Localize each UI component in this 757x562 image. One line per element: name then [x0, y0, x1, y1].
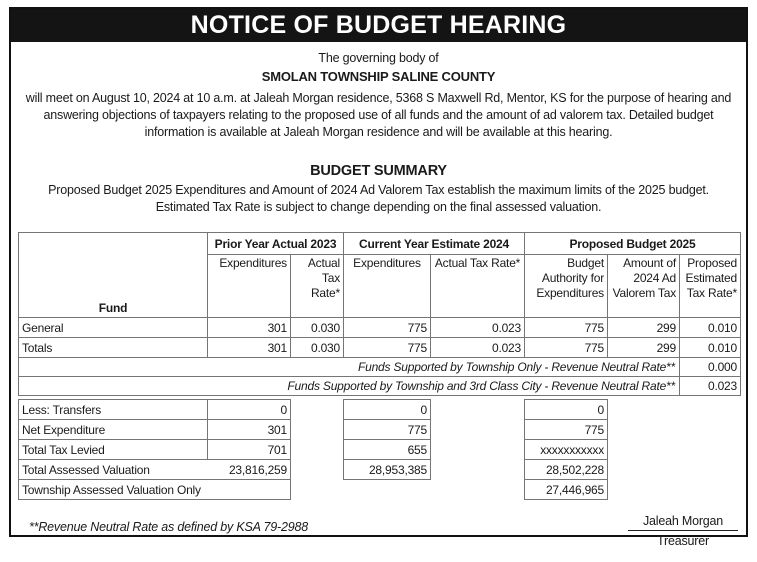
cell-value: 0.010 [680, 318, 741, 338]
spacer [431, 460, 525, 480]
signature-name: Jaleah Morgan [628, 514, 738, 531]
spacer [608, 460, 680, 480]
value-2023: 23,816,259 [228, 462, 287, 477]
cell-value: 0.030 [291, 318, 344, 338]
totals-table [18, 399, 741, 500]
fund-row-general [19, 318, 741, 338]
cell-value: 775 [344, 338, 431, 358]
cell-value: 0.023 [431, 318, 525, 338]
value-2024: 775 [344, 420, 431, 440]
spacer [344, 480, 431, 500]
spacer [680, 420, 741, 440]
row-net-expenditure [19, 420, 741, 440]
header-ad-valorem-tax: Amount of 2024 Ad Valorem Tax [608, 255, 680, 318]
cell-value: 299 [608, 338, 680, 358]
spacer [680, 480, 741, 500]
value-2024: 28,953,385 [344, 460, 431, 480]
cell-value: 301 [208, 318, 291, 338]
spacer [291, 420, 344, 440]
value-2024: 655 [344, 440, 431, 460]
fund-name: General [19, 318, 208, 338]
cell-value: 775 [344, 318, 431, 338]
value-2023: 701 [208, 440, 291, 460]
notice-content [11, 42, 746, 562]
cell-value: 775 [525, 318, 608, 338]
value-2023: 301 [208, 420, 291, 440]
entity-name: SMOLAN TOWNSHIP SALINE COUNTY [261, 69, 496, 84]
spacer [608, 480, 680, 500]
group-current-year-2024: Current Year Estimate 2024 [344, 233, 525, 255]
group-proposed-budget-2025: Proposed Budget 2025 [525, 233, 741, 255]
cell-value: 0.030 [291, 338, 344, 358]
header-proposed-tax-rate: Proposed Estimated Tax Rate* [680, 255, 741, 318]
value-2025: xxxxxxxxxxx [525, 440, 608, 460]
spacer [291, 440, 344, 460]
value-2025: 28,502,228 [525, 460, 608, 480]
cell-value: 0.010 [680, 338, 741, 358]
budget-summary-paragraph: Proposed Budget 2025 Expenditures and Amount of 2024 Ad Valorem Tax establish the maximum limits of the 2025 budget. Estimated Tax Rate is subject to change depending on the final assessed valuation. [48, 183, 709, 214]
revenue-neutral-row-township-city [19, 377, 741, 396]
revenue-neutral-row-township-only [19, 358, 741, 377]
value-2023: 0 [208, 400, 291, 420]
spacer [291, 400, 344, 420]
signature-title: Treasurer [657, 534, 709, 548]
spacer [680, 400, 741, 420]
spacer [291, 480, 344, 500]
row-total-tax-levied [19, 440, 741, 460]
spacer [431, 440, 525, 460]
budget-summary-table [18, 232, 741, 396]
group-header-row [19, 233, 741, 255]
spacer [431, 420, 525, 440]
signature-block [628, 514, 738, 548]
fund-row-totals [19, 338, 741, 358]
revenue-neutral-footnote: **Revenue Neutral Rate as defined by KSA 79-2988 [29, 520, 309, 534]
spacer [291, 460, 344, 480]
cell-value: 0.023 [431, 338, 525, 358]
governing-body-line: The governing body of [318, 51, 439, 65]
spacer [680, 440, 741, 460]
value-2024: 0 [344, 400, 431, 420]
budget-summary-heading: BUDGET SUMMARY [310, 163, 447, 179]
row-township-assessed-valuation [19, 480, 741, 500]
header-actual-tax-rate-2023: Actual Tax Rate* [291, 255, 344, 318]
row-label: Total Assessed Valuation [22, 462, 150, 477]
spacer [608, 400, 680, 420]
revenue-neutral-value: 0.023 [680, 377, 741, 396]
header-expenditures-2023: Expenditures [208, 255, 291, 318]
spacer [608, 440, 680, 460]
value-2025: 0 [525, 400, 608, 420]
cell-value: 301 [208, 338, 291, 358]
revenue-neutral-value: 0.000 [680, 358, 741, 377]
row-label: Net Expenditure [19, 420, 208, 440]
revenue-neutral-label: Funds Supported by Township and 3rd Class City - Revenue Neutral Rate** [19, 377, 680, 396]
row-label: Total Tax Levied [19, 440, 208, 460]
row-less-transfers [19, 400, 741, 420]
cell-value: 775 [525, 338, 608, 358]
value-2025: 775 [525, 420, 608, 440]
spacer [608, 420, 680, 440]
row-label: Less: Transfers [19, 400, 208, 420]
spacer [431, 480, 525, 500]
revenue-neutral-label: Funds Supported by Township Only - Revenue Neutral Rate** [19, 358, 680, 377]
group-prior-year-2023: Prior Year Actual 2023 [208, 233, 344, 255]
header-actual-tax-rate-2024: Actual Tax Rate* [431, 255, 525, 318]
notice-frame [9, 7, 748, 548]
label-with-value [19, 460, 291, 480]
header-budget-authority: Budget Authority for Expenditures [525, 255, 608, 318]
value-2025: 27,446,965 [525, 480, 608, 500]
row-total-assessed-valuation [19, 460, 741, 480]
footer-row [11, 514, 746, 562]
header-expenditures-2024: Expenditures [344, 255, 431, 318]
notice-title: NOTICE OF BUDGET HEARING [11, 9, 746, 42]
spacer [680, 460, 741, 480]
cell-value: 299 [608, 318, 680, 338]
hearing-paragraph: will meet on August 10, 2024 at 10 a.m. at Jaleah Morgan residence, 5368 S Maxwell Rd, Mentor, KS for the purpose of hearing and answering objections of taxpayers relating to the proposed use of all funds and the amount of ad valorem tax. Detailed budget information is available at Jaleah Morgan residence and will be available at this hearing. [25, 91, 732, 139]
row-label: Township Assessed Valuation Only [19, 480, 291, 500]
spacer [431, 400, 525, 420]
fund-name: Totals [19, 338, 208, 358]
fund-column-header: Fund [19, 233, 208, 318]
